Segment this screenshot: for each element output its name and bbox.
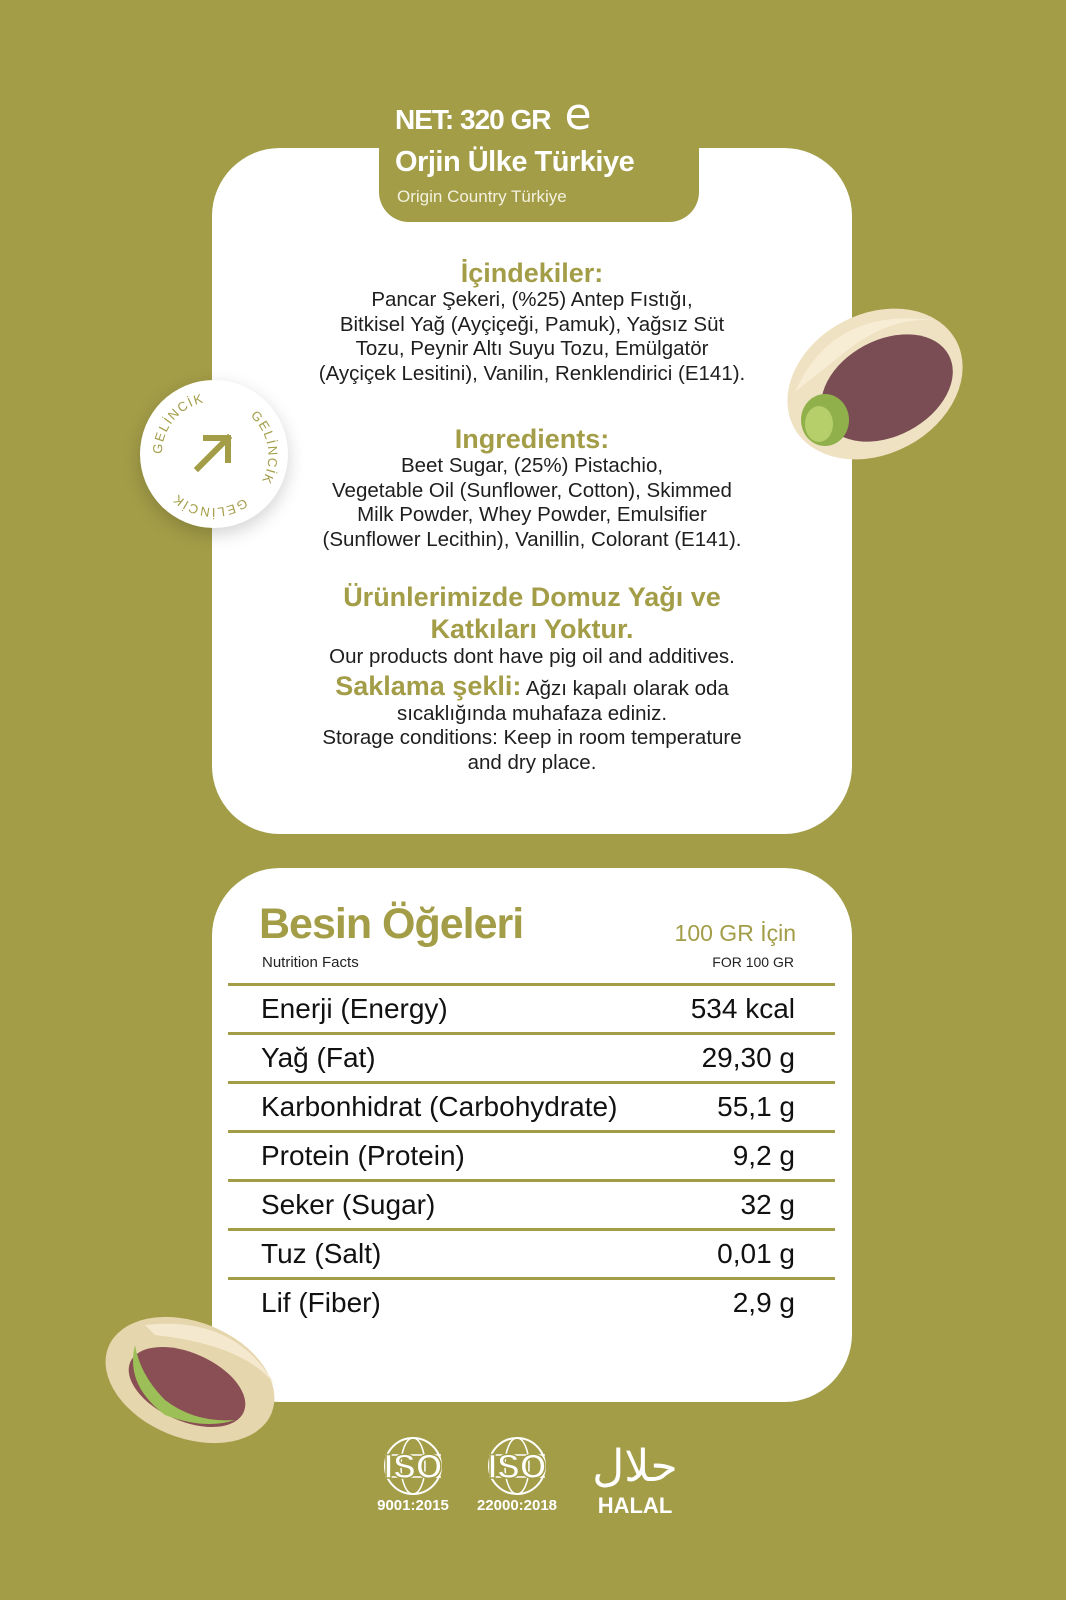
- certifications: [372, 1435, 690, 1519]
- iso-22000-cert: [476, 1435, 558, 1514]
- brand-badge: [140, 380, 288, 528]
- ingredients-tr-title: İçindekiler:: [460, 258, 604, 288]
- halal-cert: [580, 1435, 690, 1519]
- nutrient-name: Karbonhidrat (Carbohydrate): [261, 1091, 618, 1122]
- badge-graphic: [140, 380, 288, 528]
- per-serving-subtitle: FOR 100 GR: [712, 954, 794, 970]
- storage-en-line: and dry place.: [467, 750, 597, 774]
- nutrient-value: 55,1 g: [717, 1091, 795, 1122]
- ingredients-en-line: Vegetable Oil (Sunflower, Cotton), Skimmed: [332, 478, 732, 502]
- nutrition-title: Besin Öğeleri: [259, 900, 524, 948]
- iso-mark: ISO: [383, 1448, 443, 1486]
- pistachio-image: [775, 292, 975, 472]
- nutrient-name: Yağ (Fat): [261, 1042, 376, 1073]
- ingredients-en-line: Beet Sugar, (25%) Pistachio,: [400, 454, 664, 477]
- origin-title: Orjin Ülke Türkiye: [395, 146, 635, 178]
- nutrition-row: [228, 1130, 835, 1179]
- halal-arabic-icon: [580, 1435, 690, 1497]
- per-serving-title: 100 GR İçin: [674, 920, 796, 946]
- nutrient-value: 9,2 g: [732, 1140, 795, 1171]
- ingredients-tr-line: (Ayçiçek Lesitini), Vanilin, Renklendirici (E141).: [318, 361, 746, 385]
- brand-logo: e: [564, 89, 592, 140]
- halal-label: HALAL: [597, 1493, 673, 1518]
- halal-note-title-line: Katkıları Yoktur.: [430, 614, 634, 644]
- iso-mark: ISO: [487, 1448, 547, 1486]
- storage-label: Saklama şekli:: [335, 671, 522, 701]
- iso-code: 22000:2018: [476, 1497, 558, 1514]
- nutrient-name: Protein (Protein): [261, 1140, 465, 1171]
- nutrition-row: [228, 983, 835, 1032]
- nutrient-value: 0,01 g: [717, 1238, 795, 1269]
- badge-ring-text-1: GELİNCİK: [149, 390, 206, 455]
- nutrient-value: 29,30 g: [701, 1042, 795, 1073]
- ingredients-tr-text: [212, 288, 852, 386]
- nutrient-name: Lif (Fiber): [261, 1287, 381, 1318]
- ingredients-en-text: [212, 454, 852, 552]
- iso-code: 9001:2015: [377, 1497, 449, 1514]
- nutrition-row: [228, 1179, 835, 1228]
- pistachio-image: [95, 1305, 285, 1455]
- nutrient-value: 534 kcal: [690, 993, 795, 1024]
- arrow-up-right-icon: [198, 438, 228, 468]
- nutrition-row: [228, 1032, 835, 1081]
- nutrition-table: [228, 983, 835, 1326]
- nutrient-name: Tuz (Salt): [261, 1238, 382, 1269]
- halal-arabic-text: حلال: [592, 1441, 678, 1492]
- halal-note-title: [212, 581, 852, 645]
- nutrient-value: 32 g: [740, 1189, 795, 1220]
- halal-note-title-line: Ürünlerimizde Domuz Yağı ve: [343, 582, 721, 612]
- halal-note-english: Our products dont have pig oil and additives.: [329, 645, 735, 668]
- nutrition-row: [228, 1277, 835, 1326]
- iso-9001-cert: [372, 1435, 454, 1514]
- ingredients-tr-line: Bitkisel Yağ (Ayçiçeği, Pamuk), Yağsız Süt: [339, 312, 725, 336]
- storage-tr-line: sıcaklığında muhafaza ediniz.: [396, 701, 668, 725]
- net-weight: NET: 320 GR: [395, 104, 551, 135]
- ingredients-tr-line: Pancar Şekeri, (%25) Antep Fıstığı,: [371, 288, 693, 311]
- globe-icon: [372, 1435, 454, 1497]
- nutrition-row: [228, 1228, 835, 1277]
- nutrition-row: [228, 1081, 835, 1130]
- globe-icon: [476, 1435, 558, 1497]
- badge-ring-text-3: GELİNCİK: [169, 491, 251, 520]
- nutrient-value: 2,9 g: [732, 1287, 795, 1318]
- nutrition-subtitle: Nutrition Facts: [262, 954, 359, 971]
- nutrient-name: Seker (Sugar): [261, 1189, 436, 1220]
- storage-tr-line: Ağzı kapalı olarak oda: [521, 677, 729, 700]
- header: [395, 89, 592, 140]
- ingredients-en-line: Milk Powder, Whey Powder, Emulsifier: [357, 503, 707, 526]
- ingredients-tr-line: Tozu, Peynir Altı Suyu Tozu, Emülgatör: [355, 337, 709, 360]
- storage-en-line: Storage conditions: Keep in room temperature: [322, 726, 742, 749]
- storage-text: [212, 671, 852, 775]
- ingredients-en-title: Ingredients:: [454, 424, 610, 454]
- net-row: [395, 89, 592, 140]
- ingredients-en-line: (Sunflower Lecithin), Vanillin, Colorant (E141).: [322, 527, 742, 551]
- origin-subtitle: Origin Country Türkiye: [397, 187, 567, 206]
- nutrient-name: Enerji (Energy): [261, 993, 448, 1024]
- badge-ring-text-2: GELİNCİK: [248, 407, 281, 488]
